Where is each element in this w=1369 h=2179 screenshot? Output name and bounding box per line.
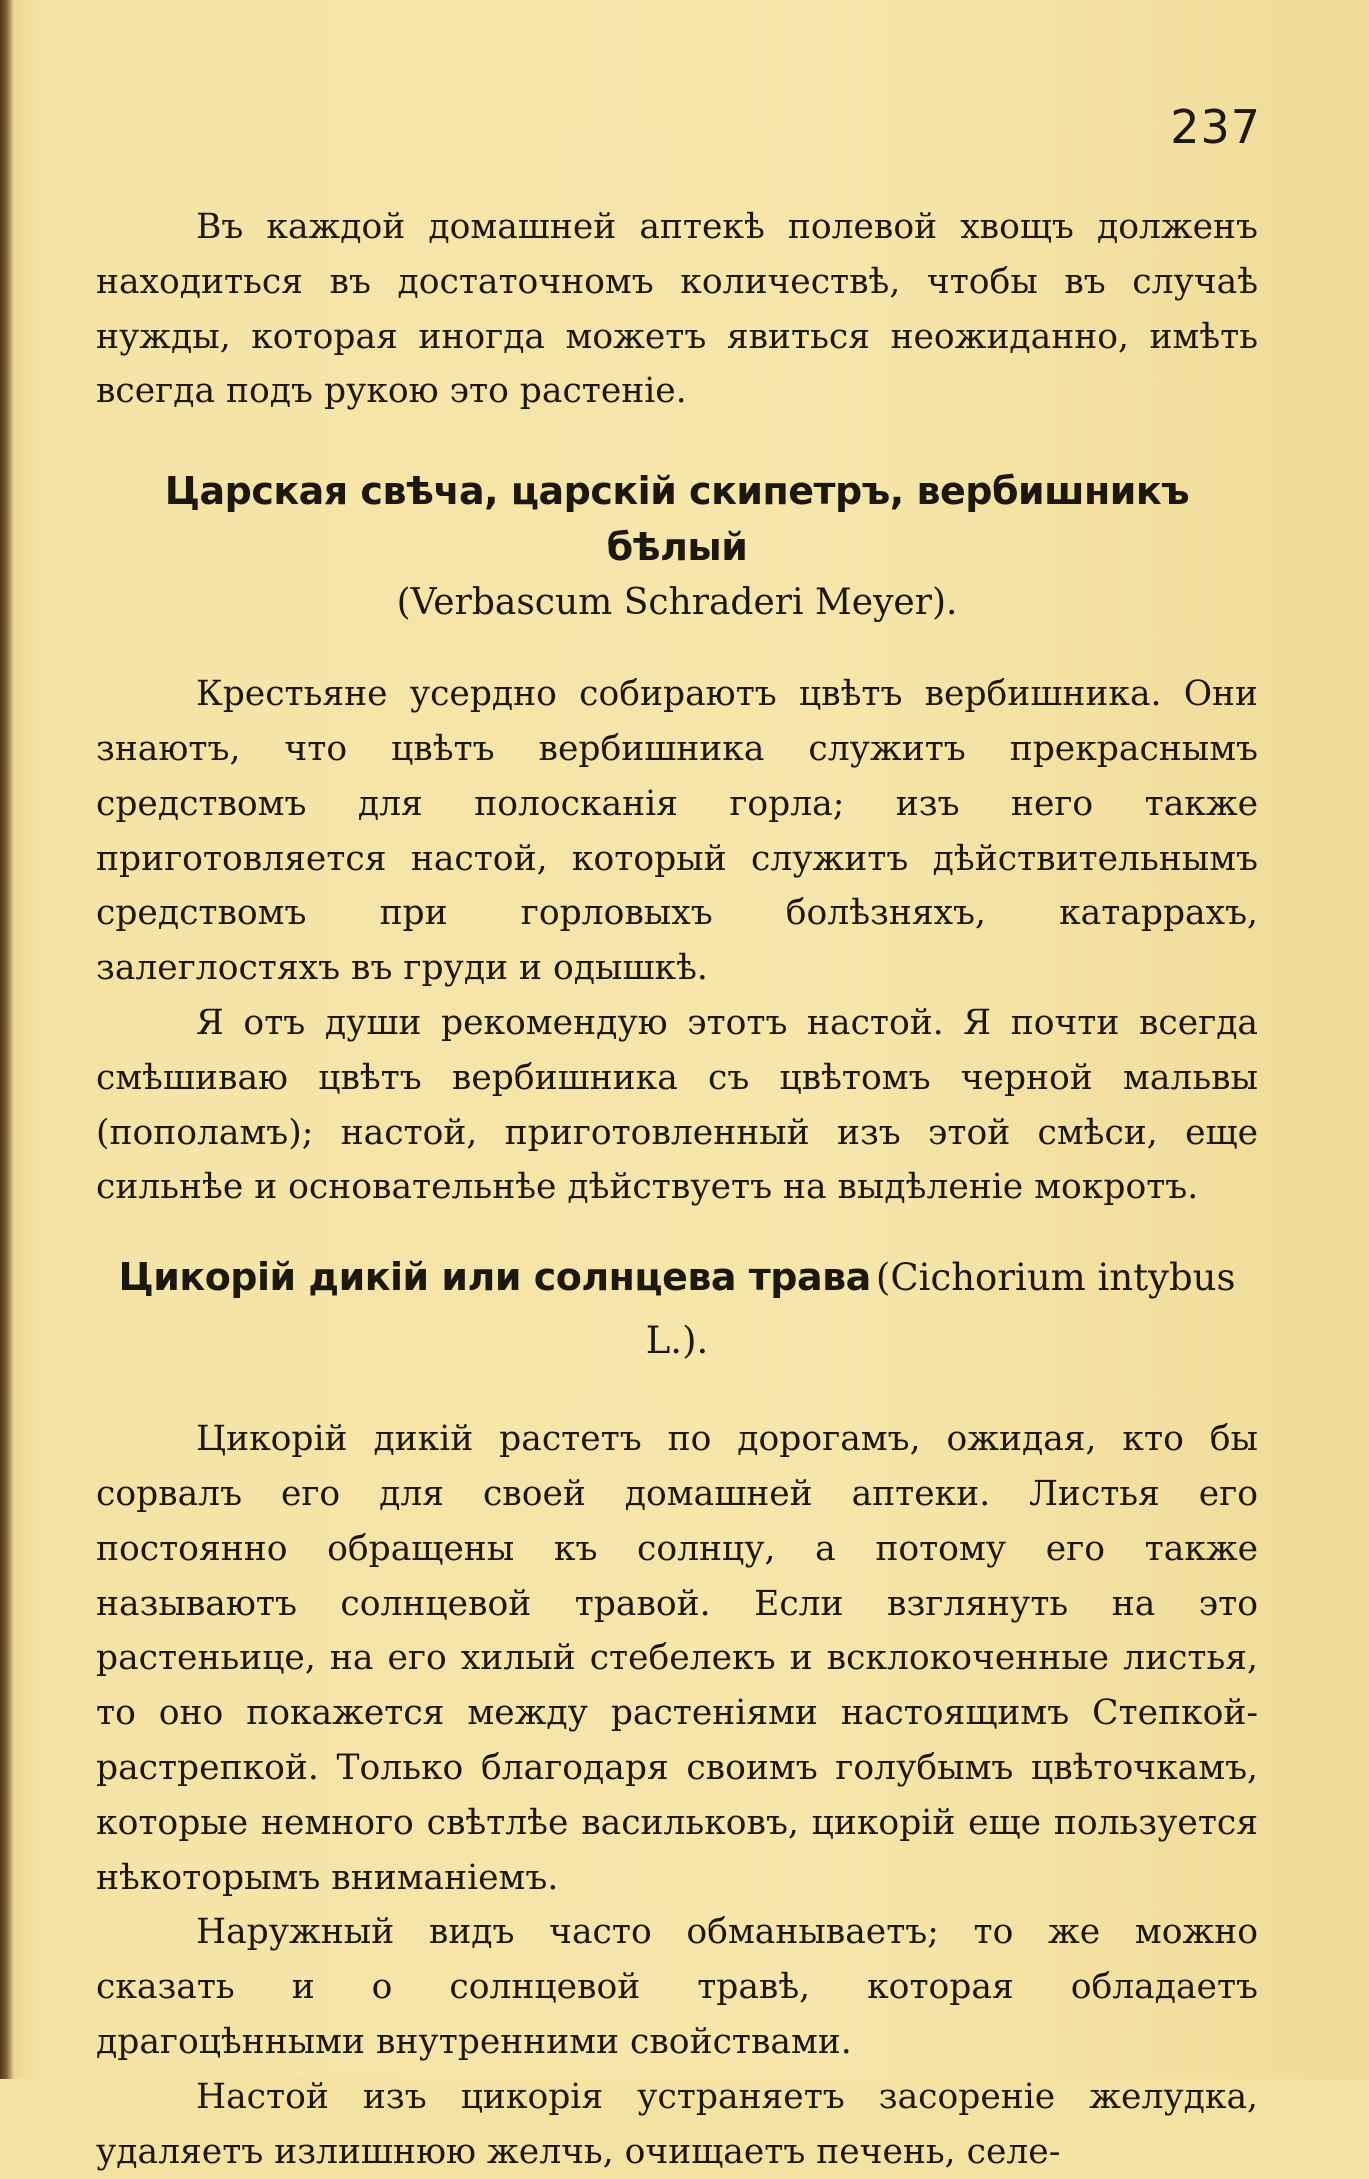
heading-spacer <box>96 1376 1258 1412</box>
section-heading-cichorium <box>96 1249 1258 1376</box>
page-content <box>96 200 1258 2179</box>
verbascum-paragraph-1: Крестьяне усердно собираютъ цвѣтъ вербишника. Они знаютъ, что цвѣтъ вербишника служитъ прекраснымъ средствомъ для полосканія горла; изъ него также приготовляется настой, который служитъ дѣйствительнымъ средствомъ при горловыхъ болѣзняхъ, катаррахъ, залеглостяхъ въ груди и одышкѣ. <box>96 674 1258 989</box>
cichorium-paragraph-2: Наружный видъ часто обманываетъ; то же можно сказать и о солнцевой травѣ, которая обладаетъ драгоцѣнными внутренними свойствами. <box>96 1912 1258 2062</box>
section-latin-verbascum: (Verbascum Schraderi Meyer). <box>396 582 958 624</box>
cichorium-paragraph-1: Цикорій дикій растетъ по дорогамъ, ожидая, кто бы сорвалъ его для своей домашней аптеки. Листья его постоянно обращены къ солнцу, а потому его также называютъ солнцевой травой. Если взглянуть на это растеньице, на его хилый стебелекъ и всклокоченные листья, то оно покажется между растеніями настоящимъ Степкой-растрепкой. Только благодаря своимъ голубымъ цвѣточкамъ, которые немного свѣтлѣе васильковъ, цикорій еще пользуется нѣкоторымъ вниманіемъ. <box>96 1419 1258 1898</box>
section-title-verbascum: Царская свѣча, царскій скипетръ, вербишникъ бѣлый <box>164 469 1190 570</box>
section-title-cichorium: Цикорій дикій или солнцева трава <box>118 1255 871 1300</box>
verbascum-paragraph-2: Я отъ души рекомендую этотъ настой. Я почти всегда смѣшиваю цвѣтъ вербишника съ цвѣтомъ черной мальвы (пополамъ); настой, приготовленный изъ этой смѣси, еще сильнѣе и основательнѣе дѣйствуетъ на выдѣленіе мокротъ. <box>96 1002 1258 1208</box>
page-number: 237 <box>1170 100 1261 154</box>
heading-spacer <box>96 631 1258 667</box>
intro-paragraph: Въ каждой домашней аптекѣ полевой хвощъ долженъ находиться въ достаточномъ количествѣ, чтобы въ случаѣ нужды, которая иногда можетъ явиться неожиданно, имѣть всегда подъ рукою это растеніе. <box>96 207 1258 412</box>
cichorium-paragraph-3: Настой изъ цикорія устраняетъ засореніе желудка, удаляетъ излишнюю желчь, очищаетъ печень, селе- <box>96 2076 1258 2172</box>
section-heading-verbascum <box>96 463 1258 631</box>
section-latin-cichorium: (Cichorium intybus L.). <box>645 1256 1236 1363</box>
